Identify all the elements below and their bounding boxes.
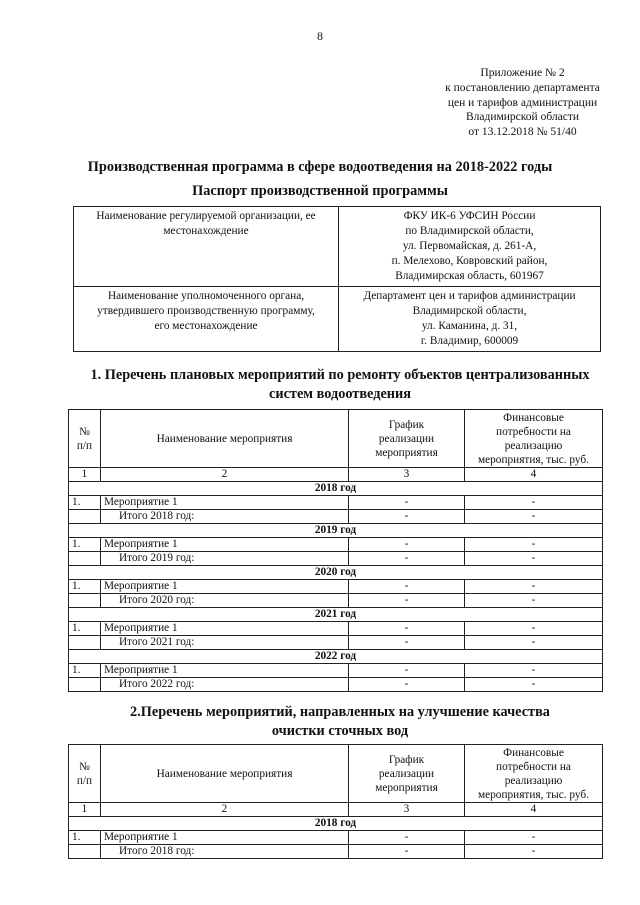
- total-finance: -: [465, 594, 603, 608]
- item-finance: -: [465, 664, 603, 678]
- header-line: мероприятия: [375, 446, 438, 459]
- item-finance: -: [465, 496, 603, 510]
- annex-line: цен и тарифов администрации: [447, 96, 598, 109]
- header-schedule: [349, 745, 465, 803]
- header-schedule: [349, 410, 465, 468]
- total-row: [69, 845, 603, 859]
- total-label: Итого 2021 год:: [101, 636, 349, 650]
- header-line: мероприятия, тыс. руб.: [478, 788, 589, 801]
- passport-value-line: п. Мелехово, Ковровский район,: [391, 255, 548, 267]
- header-line: График: [388, 418, 425, 431]
- passport-label: [74, 287, 339, 352]
- header-line: №: [79, 760, 90, 773]
- item-finance: -: [465, 831, 603, 845]
- annex-line: от 13.12.2018 № 51/40: [468, 126, 577, 139]
- total-number: [69, 552, 101, 566]
- header-number: [69, 410, 101, 468]
- item-number: 1.: [69, 831, 101, 845]
- item-name: Мероприятие 1: [101, 496, 349, 510]
- total-finance: -: [465, 845, 603, 859]
- year-row: [69, 608, 603, 622]
- total-schedule: -: [349, 594, 465, 608]
- header-number: [69, 745, 101, 803]
- plan-table-2: [68, 744, 603, 859]
- passport-row: [74, 207, 601, 287]
- item-schedule: -: [349, 664, 465, 678]
- header-line: мероприятия, тыс. руб.: [478, 453, 589, 466]
- section1-title: [60, 366, 620, 404]
- year-label: 2020 год: [69, 566, 603, 580]
- item-number: 1.: [69, 580, 101, 594]
- year-label: 2018 год: [69, 817, 603, 831]
- item-schedule: -: [349, 622, 465, 636]
- item-finance: -: [465, 622, 603, 636]
- document-title: Производственная программа в сфере водоотведения на 2018-2022 годы: [87, 159, 553, 175]
- item-schedule: -: [349, 538, 465, 552]
- document-subtitle: Паспорт производственной программы: [192, 183, 448, 199]
- annex-line: Приложение № 2: [480, 67, 565, 79]
- total-number: [69, 845, 101, 859]
- table-row: [69, 664, 603, 678]
- item-schedule: -: [349, 831, 465, 845]
- header-line: реализации: [378, 767, 435, 780]
- table-row: [69, 580, 603, 594]
- section2-title-line: 2.Перечень мероприятий, направленных на улучшение качества: [130, 704, 550, 720]
- header-line: №: [79, 425, 90, 438]
- total-label: Итого 2022 год:: [101, 678, 349, 692]
- plan-table-1: [68, 409, 603, 692]
- item-name: Мероприятие 1: [101, 664, 349, 678]
- total-schedule: -: [349, 678, 465, 692]
- header-line: потребности на: [496, 425, 571, 438]
- total-schedule: -: [349, 845, 465, 859]
- table-row: [69, 496, 603, 510]
- header-name: Наименование мероприятия: [101, 745, 349, 803]
- index-row: [69, 803, 603, 817]
- total-row: [69, 594, 603, 608]
- section1-title-line: систем водоотведения: [269, 386, 411, 402]
- total-number: [69, 678, 101, 692]
- index-row: [69, 468, 603, 482]
- year-row: [69, 650, 603, 664]
- passport-label-line: его местонахождение: [154, 320, 258, 332]
- year-row: [69, 566, 603, 580]
- item-number: 1.: [69, 622, 101, 636]
- passport-label-line: местонахождение: [163, 225, 249, 237]
- header-line: реализацию: [504, 439, 563, 452]
- header-finance: [465, 410, 603, 468]
- total-label: Итого 2018 год:: [101, 845, 349, 859]
- item-finance: -: [465, 580, 603, 594]
- header-line: реализации: [378, 432, 435, 445]
- year-row: [69, 482, 603, 496]
- header-line: реализацию: [504, 774, 563, 787]
- item-number: 1.: [69, 664, 101, 678]
- total-label: Итого 2019 год:: [101, 552, 349, 566]
- total-finance: -: [465, 510, 603, 524]
- index-cell: 3: [349, 803, 465, 817]
- item-name: Мероприятие 1: [101, 580, 349, 594]
- item-schedule: -: [349, 580, 465, 594]
- year-row: [69, 524, 603, 538]
- year-label: 2021 год: [69, 608, 603, 622]
- total-label: Итого 2018 год:: [101, 510, 349, 524]
- total-number: [69, 636, 101, 650]
- table-header-row: [69, 745, 603, 803]
- passport-label-line: Наименование регулируемой организации, ее: [96, 210, 316, 222]
- item-name: Мероприятие 1: [101, 538, 349, 552]
- item-finance: -: [465, 538, 603, 552]
- header-line: График: [388, 753, 425, 766]
- total-label: Итого 2020 год:: [101, 594, 349, 608]
- annex-block: [420, 66, 625, 140]
- table-row: [69, 831, 603, 845]
- item-schedule: -: [349, 496, 465, 510]
- year-label: 2022 год: [69, 650, 603, 664]
- annex-line: Владимирской области: [465, 111, 580, 124]
- total-finance: -: [465, 636, 603, 650]
- annex-line: к постановлению департамента: [445, 81, 600, 94]
- passport-value-line: ФКУ ИК-6 УФСИН России: [403, 210, 536, 222]
- index-cell: 2: [101, 468, 349, 482]
- passport-value-line: по Владимирской области,: [405, 225, 534, 237]
- index-cell: 1: [69, 803, 101, 817]
- item-number: 1.: [69, 496, 101, 510]
- passport-value-line: Владимирская область, 601967: [395, 270, 544, 282]
- passport-value-line: ул. Первомайская, д. 261-А,: [402, 240, 537, 252]
- passport-value-line: г. Владимир, 600009: [420, 335, 519, 347]
- header-line: Финансовые: [503, 746, 564, 759]
- table-row: [69, 538, 603, 552]
- total-row: [69, 552, 603, 566]
- header-line: потребности на: [496, 760, 571, 773]
- section2-title: [60, 703, 620, 741]
- total-row: [69, 678, 603, 692]
- total-number: [69, 594, 101, 608]
- passport-table: [73, 206, 601, 352]
- header-line: мероприятия: [375, 781, 438, 794]
- index-cell: 2: [101, 803, 349, 817]
- header-line: п/п: [76, 439, 93, 452]
- header-line: п/п: [76, 774, 93, 787]
- year-row: [69, 817, 603, 831]
- item-number: 1.: [69, 538, 101, 552]
- page-number: 8: [317, 29, 323, 43]
- total-finance: -: [465, 552, 603, 566]
- passport-value-line: Владимирской области,: [412, 305, 527, 317]
- item-name: Мероприятие 1: [101, 831, 349, 845]
- section1-title-line: 1. Перечень плановых мероприятий по ремонту объектов централизованных: [90, 367, 590, 383]
- year-label: 2019 год: [69, 524, 603, 538]
- item-name: Мероприятие 1: [101, 622, 349, 636]
- index-cell: 4: [465, 803, 603, 817]
- passport-value: [339, 287, 601, 352]
- passport-label-line: утвердившего производственную программу,: [97, 305, 315, 317]
- index-cell: 4: [465, 468, 603, 482]
- year-label: 2018 год: [69, 482, 603, 496]
- passport-value-line: ул. Каманина, д. 31,: [421, 320, 518, 332]
- total-schedule: -: [349, 510, 465, 524]
- total-row: [69, 510, 603, 524]
- passport-label: [74, 207, 339, 287]
- total-finance: -: [465, 678, 603, 692]
- header-finance: [465, 745, 603, 803]
- total-schedule: -: [349, 552, 465, 566]
- table-row: [69, 622, 603, 636]
- total-schedule: -: [349, 636, 465, 650]
- header-name: Наименование мероприятия: [101, 410, 349, 468]
- table-header-row: [69, 410, 603, 468]
- passport-row: [74, 287, 601, 352]
- index-cell: 1: [69, 468, 101, 482]
- header-line: Финансовые: [503, 411, 564, 424]
- section2-title-line: очистки сточных вод: [271, 723, 409, 739]
- index-cell: 3: [349, 468, 465, 482]
- passport-value-line: Департамент цен и тарифов администрации: [363, 290, 576, 302]
- passport-value: [339, 207, 601, 287]
- total-row: [69, 636, 603, 650]
- total-number: [69, 510, 101, 524]
- passport-label-line: Наименование уполномоченного органа,: [107, 290, 305, 302]
